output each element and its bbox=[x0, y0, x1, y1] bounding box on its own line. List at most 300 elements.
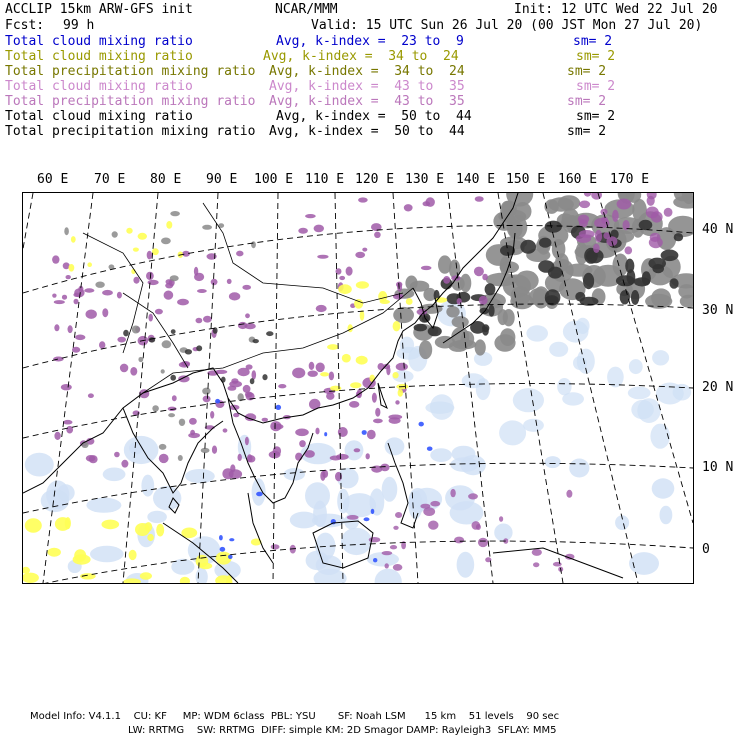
cloud-blob bbox=[632, 199, 647, 222]
cloud-blob bbox=[661, 250, 679, 262]
cloud-blob bbox=[631, 290, 639, 305]
cloud-blob bbox=[148, 280, 159, 285]
cloud-blob bbox=[229, 469, 242, 479]
cloud-blob bbox=[591, 193, 602, 200]
model-title: ACCLIP 15km ARW-GFS init bbox=[5, 2, 193, 17]
cloud-blob bbox=[646, 207, 659, 219]
cloud-blob bbox=[462, 373, 485, 388]
longitude-label: 170 E bbox=[610, 172, 650, 187]
cloud-blob bbox=[393, 372, 399, 378]
cloud-blob bbox=[370, 375, 375, 382]
cloud-blob bbox=[430, 394, 454, 420]
model-info-line2: LW: RRTMG SW: RRTMG DIFF: simple KM: 2D Smagor DAMP: Rayleigh3 SFLAY: MM5 bbox=[128, 725, 557, 736]
cloud-blob bbox=[393, 307, 414, 323]
cloud-blob bbox=[48, 548, 61, 557]
cloud-blob bbox=[238, 454, 242, 461]
legend-field-name: Total cloud mixing ratio bbox=[5, 79, 193, 94]
cloud-blob bbox=[652, 478, 675, 498]
cloud-blob bbox=[177, 299, 189, 306]
cloud-blob bbox=[628, 387, 651, 400]
cloud-blob bbox=[266, 331, 273, 336]
cloud-blob bbox=[114, 452, 120, 458]
cloud-blob bbox=[245, 392, 253, 398]
cloud-blob bbox=[427, 447, 433, 451]
cloud-blob bbox=[343, 493, 376, 517]
legend-field-name: Total precipitation mixing ratio bbox=[5, 94, 256, 109]
cloud-blob bbox=[593, 244, 600, 253]
cloud-blob bbox=[320, 372, 329, 376]
cloud-blob bbox=[532, 549, 542, 556]
cloud-blob bbox=[161, 238, 171, 245]
cloud-blob bbox=[189, 418, 197, 425]
map-panel bbox=[22, 192, 694, 584]
cloud-blob bbox=[271, 544, 280, 549]
cloud-blob bbox=[87, 262, 92, 267]
cloud-blob bbox=[292, 368, 305, 379]
cloud-blob bbox=[215, 399, 220, 404]
cloud-blob bbox=[273, 446, 281, 455]
cloud-blob bbox=[276, 405, 282, 410]
cloud-blob bbox=[250, 378, 255, 384]
cloud-blob bbox=[54, 300, 65, 304]
cloud-blob bbox=[86, 455, 96, 462]
cloud-blob bbox=[120, 364, 128, 373]
cloud-blob bbox=[329, 372, 334, 381]
cloud-blob bbox=[253, 339, 259, 343]
cloud-blob bbox=[485, 283, 496, 295]
cloud-blob bbox=[362, 430, 367, 435]
cloud-blob bbox=[637, 398, 660, 423]
cloud-blob bbox=[423, 507, 435, 516]
cloud-blob bbox=[579, 230, 595, 238]
cloud-blob bbox=[52, 294, 56, 298]
cloud-blob bbox=[305, 214, 316, 218]
cloud-blob bbox=[545, 295, 558, 304]
cloud-blob bbox=[295, 429, 309, 437]
cloud-blob bbox=[229, 292, 240, 300]
cloud-blob bbox=[549, 342, 568, 357]
cloud-blob bbox=[356, 281, 369, 289]
cloud-blob bbox=[178, 455, 183, 461]
cloud-blob bbox=[419, 422, 424, 427]
cloud-blob bbox=[373, 419, 383, 424]
cloud-blob bbox=[153, 486, 181, 510]
cloud-blob bbox=[123, 330, 129, 337]
cloud-blob bbox=[95, 282, 104, 288]
cloud-blob bbox=[393, 564, 403, 571]
cloud-blob bbox=[457, 552, 475, 578]
cloud-blob bbox=[130, 367, 137, 376]
cloud-blob bbox=[164, 291, 174, 300]
cloud-blob bbox=[398, 389, 403, 397]
cloud-blob bbox=[148, 314, 153, 322]
org-label: NCAR/MMM bbox=[275, 2, 338, 17]
cloud-blob bbox=[625, 246, 633, 254]
cloud-blob bbox=[650, 424, 670, 449]
cloud-blob bbox=[256, 492, 263, 497]
legend-avg-range: Avg, k-index = 43 to 35 bbox=[269, 94, 465, 109]
cloud-blob bbox=[569, 459, 589, 478]
cloud-blob bbox=[299, 440, 306, 447]
legend-smoothing: sm= 2 bbox=[576, 109, 616, 124]
cloud-blob bbox=[64, 227, 69, 235]
legend-field-name: Total cloud mixing ratio bbox=[5, 34, 193, 49]
cloud-blob bbox=[652, 350, 669, 365]
cloud-blob bbox=[664, 208, 673, 217]
cloud-blob bbox=[341, 528, 372, 555]
cloud-blob bbox=[584, 193, 591, 197]
cloud-blob bbox=[634, 277, 650, 286]
cloud-blob bbox=[562, 392, 584, 405]
cloud-blob bbox=[595, 230, 602, 242]
cloud-blob bbox=[25, 453, 54, 477]
cloud-blob bbox=[227, 279, 232, 284]
cloud-blob bbox=[196, 318, 203, 324]
cloud-blob bbox=[428, 521, 438, 530]
cloud-blob bbox=[330, 456, 342, 461]
cloud-blob bbox=[494, 334, 515, 352]
cloud-blob bbox=[54, 432, 60, 440]
fcst-label: Fcst: bbox=[5, 18, 45, 33]
cloud-blob bbox=[316, 363, 325, 373]
cloud-blob bbox=[229, 381, 242, 388]
longitude-gridline bbox=[273, 193, 278, 583]
cloud-blob bbox=[400, 337, 414, 354]
cloud-blob bbox=[342, 354, 351, 363]
cloud-blob bbox=[324, 432, 327, 436]
latitude-label: 30 N bbox=[702, 303, 734, 318]
longitude-label: 150 E bbox=[506, 172, 546, 187]
cloud-blob bbox=[138, 233, 147, 240]
cloud-blob bbox=[168, 413, 175, 417]
cloud-blob bbox=[147, 251, 152, 260]
cloud-blob bbox=[482, 274, 488, 281]
cloud-blob bbox=[673, 384, 692, 401]
cloud-blob bbox=[197, 289, 207, 293]
cloud-blob bbox=[494, 524, 512, 542]
cloud-blob bbox=[382, 477, 398, 502]
cloud-blob bbox=[152, 248, 159, 255]
longitude-label: 100 E bbox=[254, 172, 294, 187]
cloud-blob bbox=[194, 267, 198, 276]
cloud-blob bbox=[242, 285, 251, 290]
cloud-blob bbox=[75, 335, 85, 341]
cloud-blob bbox=[479, 308, 489, 315]
cloud-blob bbox=[316, 305, 327, 312]
cloud-blob bbox=[238, 368, 250, 376]
cloud-blob bbox=[395, 400, 399, 404]
cloud-blob bbox=[371, 509, 375, 514]
cloud-blob bbox=[196, 568, 208, 583]
cloud-blob bbox=[170, 211, 180, 216]
legend-avg-range: Avg, k-index = 34 to 24 bbox=[263, 49, 459, 64]
cloud-blob bbox=[629, 359, 643, 374]
cloud-blob bbox=[223, 428, 228, 432]
latitude-label: 0 bbox=[702, 542, 710, 557]
cloud-blob bbox=[414, 324, 427, 332]
model-info-line1: Model Info: V4.1.1 CU: KF MP: WDM 6class PBL: YSU SF: Noah LSM 15 km 51 levels 90 sec bbox=[30, 711, 560, 722]
cloud-blob bbox=[395, 512, 402, 518]
cloud-blob bbox=[210, 411, 214, 419]
longitude-gridline bbox=[598, 193, 693, 523]
cloud-blob bbox=[520, 240, 536, 254]
cloud-blob bbox=[196, 345, 202, 351]
cloud-blob bbox=[338, 427, 348, 437]
cloud-blob bbox=[327, 344, 339, 350]
cloud-blob bbox=[178, 375, 189, 382]
cloud-blob bbox=[454, 537, 464, 544]
valid-time: Valid: 15 UTC Sun 26 Jul 20 (00 JST Mon 27 Jul 20) bbox=[311, 18, 703, 33]
cloud-blob bbox=[212, 446, 217, 454]
cloud-blob bbox=[369, 537, 381, 542]
cloud-blob bbox=[450, 489, 455, 497]
cloud-blob bbox=[295, 453, 302, 461]
cloud-blob bbox=[419, 340, 432, 359]
cloud-blob bbox=[354, 448, 361, 452]
cloud-blob bbox=[309, 362, 315, 370]
cloud-blob bbox=[396, 363, 408, 371]
cloud-blob bbox=[270, 421, 281, 431]
legend-field-name: Total cloud mixing ratio bbox=[5, 49, 193, 64]
cloud-blob bbox=[503, 309, 515, 326]
legend-smoothing: sm= 2 bbox=[576, 49, 616, 64]
cloud-blob bbox=[66, 275, 71, 279]
cloud-blob bbox=[545, 221, 562, 233]
legend-field-name: Total precipitation mixing ratio bbox=[5, 64, 256, 79]
cloud-blob bbox=[220, 547, 226, 552]
longitude-label: 60 E bbox=[37, 172, 69, 187]
legend-smoothing: sm= 2 bbox=[567, 64, 607, 79]
cloud-blob bbox=[366, 453, 370, 459]
init-time: Init: 12 UTC Wed 22 Jul 20 bbox=[514, 2, 718, 17]
cloud-blob bbox=[669, 278, 678, 289]
cloud-blob bbox=[170, 375, 176, 381]
cloud-blob bbox=[262, 374, 267, 380]
cloud-blob bbox=[478, 538, 488, 547]
cloud-blob bbox=[74, 549, 86, 562]
cloud-blob bbox=[81, 442, 88, 448]
cloud-blob bbox=[350, 382, 361, 388]
cloud-blob bbox=[338, 284, 352, 294]
cloud-blob bbox=[54, 324, 59, 331]
cloud-blob bbox=[479, 296, 488, 305]
cloud-blob bbox=[421, 266, 432, 270]
cloud-blob bbox=[170, 275, 179, 281]
cloud-blob bbox=[298, 228, 308, 234]
cloud-blob bbox=[102, 290, 113, 296]
cloud-blob bbox=[211, 279, 218, 285]
cloud-blob bbox=[405, 276, 417, 291]
cloud-blob bbox=[499, 420, 526, 445]
cloud-blob bbox=[25, 518, 42, 532]
cloud-blob bbox=[468, 493, 478, 499]
cloud-blob bbox=[650, 233, 661, 242]
cloud-blob bbox=[61, 384, 72, 390]
cloud-blob bbox=[450, 457, 478, 472]
cloud-blob bbox=[155, 309, 163, 315]
map-canvas bbox=[23, 193, 693, 583]
cloud-blob bbox=[132, 326, 140, 334]
cloud-blob bbox=[84, 288, 94, 292]
cloud-blob bbox=[236, 251, 243, 257]
cloud-blob bbox=[190, 430, 195, 436]
longitude-label: 120 E bbox=[355, 172, 395, 187]
longitude-label: 110 E bbox=[305, 172, 345, 187]
legend-field-name: Total precipitation mixing ratio bbox=[5, 124, 256, 139]
cloud-blob bbox=[563, 321, 589, 343]
cloud-blob bbox=[62, 295, 67, 300]
cloud-blob bbox=[526, 325, 548, 341]
cloud-blob bbox=[146, 272, 154, 280]
longitude-label: 70 E bbox=[94, 172, 126, 187]
cloud-blob bbox=[180, 577, 190, 583]
cloud-blob bbox=[476, 524, 481, 530]
cloud-blob bbox=[651, 288, 671, 307]
cloud-blob bbox=[129, 550, 137, 560]
cloud-blob bbox=[102, 520, 120, 530]
cloud-blob bbox=[74, 299, 79, 305]
cloud-blob bbox=[538, 260, 554, 273]
cloud-blob bbox=[382, 551, 393, 555]
cloud-blob bbox=[315, 428, 319, 435]
cloud-blob bbox=[406, 298, 413, 305]
cloud-blob bbox=[86, 310, 97, 319]
cloud-blob bbox=[617, 199, 632, 210]
cloud-blob bbox=[166, 221, 172, 229]
cloud-blob bbox=[86, 498, 121, 513]
cloud-blob bbox=[159, 454, 169, 463]
cloud-blob bbox=[474, 267, 484, 277]
cloud-blob bbox=[380, 300, 390, 304]
cloud-blob bbox=[139, 389, 149, 398]
cloud-blob bbox=[510, 294, 533, 310]
cloud-blob bbox=[251, 241, 256, 248]
cloud-blob bbox=[228, 555, 233, 559]
longitude-label: 140 E bbox=[456, 172, 496, 187]
cloud-blob bbox=[159, 444, 167, 450]
cloud-blob bbox=[140, 572, 152, 579]
cloud-blob bbox=[362, 248, 367, 252]
cloud-blob bbox=[513, 388, 544, 412]
cloud-blob bbox=[385, 563, 389, 568]
cloud-blob bbox=[88, 393, 94, 398]
cloud-blob bbox=[69, 264, 75, 272]
cloud-blob bbox=[488, 305, 494, 317]
cloud-blob bbox=[103, 468, 126, 482]
cloud-blob bbox=[393, 321, 401, 331]
legend-avg-range: Avg, k-index = 50 to 44 bbox=[269, 124, 465, 139]
cloud-blob bbox=[244, 323, 255, 329]
cloud-blob bbox=[121, 460, 128, 468]
cloud-blob bbox=[430, 501, 440, 507]
cloud-blob bbox=[102, 308, 108, 317]
longitude-label: 80 E bbox=[150, 172, 182, 187]
cloud-blob bbox=[364, 517, 370, 521]
cloud-blob bbox=[461, 331, 475, 347]
cloud-blob bbox=[317, 255, 328, 259]
cloud-blob bbox=[147, 511, 167, 523]
cloud-blob bbox=[262, 418, 268, 422]
cloud-blob bbox=[245, 313, 250, 318]
cloud-fields bbox=[23, 193, 693, 583]
cloud-blob bbox=[202, 388, 210, 395]
cloud-blob bbox=[23, 573, 39, 583]
cloud-blob bbox=[616, 275, 635, 286]
latitude-label: 40 N bbox=[702, 222, 734, 237]
cloud-blob bbox=[68, 325, 73, 333]
cloud-blob bbox=[46, 480, 69, 509]
cloud-blob bbox=[161, 369, 165, 373]
cloud-blob bbox=[99, 341, 105, 349]
cloud-blob bbox=[438, 255, 452, 273]
cloud-blob bbox=[482, 324, 489, 332]
cloud-blob bbox=[71, 236, 76, 243]
cloud-blob bbox=[229, 538, 234, 541]
cloud-blob bbox=[346, 267, 353, 276]
cloud-blob bbox=[65, 517, 71, 529]
longitude-label: 130 E bbox=[405, 172, 445, 187]
cloud-blob bbox=[373, 558, 377, 562]
cloud-blob bbox=[53, 357, 64, 362]
cloud-blob bbox=[305, 482, 330, 509]
cloud-blob bbox=[523, 419, 544, 432]
cloud-blob bbox=[203, 316, 212, 323]
cloud-blob bbox=[446, 306, 459, 317]
cloud-blob bbox=[393, 526, 398, 530]
cloud-blob bbox=[152, 405, 159, 411]
cloud-blob bbox=[499, 516, 503, 522]
cloud-blob bbox=[375, 408, 380, 417]
cloud-blob bbox=[185, 349, 192, 354]
legend-smoothing: sm= 2 bbox=[567, 124, 607, 139]
cloud-blob bbox=[539, 238, 551, 248]
cloud-blob bbox=[138, 357, 143, 362]
cloud-blob bbox=[647, 196, 655, 206]
cloud-blob bbox=[347, 515, 359, 520]
cloud-blob bbox=[278, 384, 286, 388]
cloud-blob bbox=[674, 233, 683, 241]
cloud-blob bbox=[349, 401, 359, 408]
latitude-label: 10 N bbox=[702, 460, 734, 475]
cloud-blob bbox=[566, 490, 572, 498]
fcst-value: 99 h bbox=[63, 18, 95, 33]
cloud-blob bbox=[90, 546, 124, 562]
legend-field-name: Total cloud mixing ratio bbox=[5, 109, 193, 124]
cloud-blob bbox=[390, 545, 397, 549]
cloud-blob bbox=[156, 524, 164, 537]
cloud-blob bbox=[404, 204, 413, 211]
legend-avg-range: Avg, k-index = 34 to 24 bbox=[269, 64, 465, 79]
cloud-blob bbox=[117, 337, 126, 343]
legend-avg-range: Avg, k-index = 23 to 9 bbox=[276, 34, 464, 49]
cloud-blob bbox=[385, 437, 405, 455]
cloud-blob bbox=[389, 417, 401, 424]
cloud-blob bbox=[639, 220, 653, 230]
legend-avg-range: Avg, k-index = 50 to 44 bbox=[276, 109, 472, 124]
legend-smoothing: sm= 2 bbox=[576, 79, 616, 94]
cloud-blob bbox=[408, 491, 422, 520]
cloud-blob bbox=[133, 248, 139, 252]
cloud-blob bbox=[172, 395, 177, 401]
cloud-blob bbox=[533, 562, 539, 567]
cloud-blob bbox=[355, 252, 365, 258]
cloud-blob bbox=[579, 201, 590, 209]
cloud-blob bbox=[374, 232, 381, 238]
legend-smoothing: sm= 2 bbox=[573, 34, 613, 49]
cloud-blob bbox=[129, 442, 143, 454]
cloud-blob bbox=[430, 448, 452, 462]
cloud-blob bbox=[545, 456, 561, 468]
